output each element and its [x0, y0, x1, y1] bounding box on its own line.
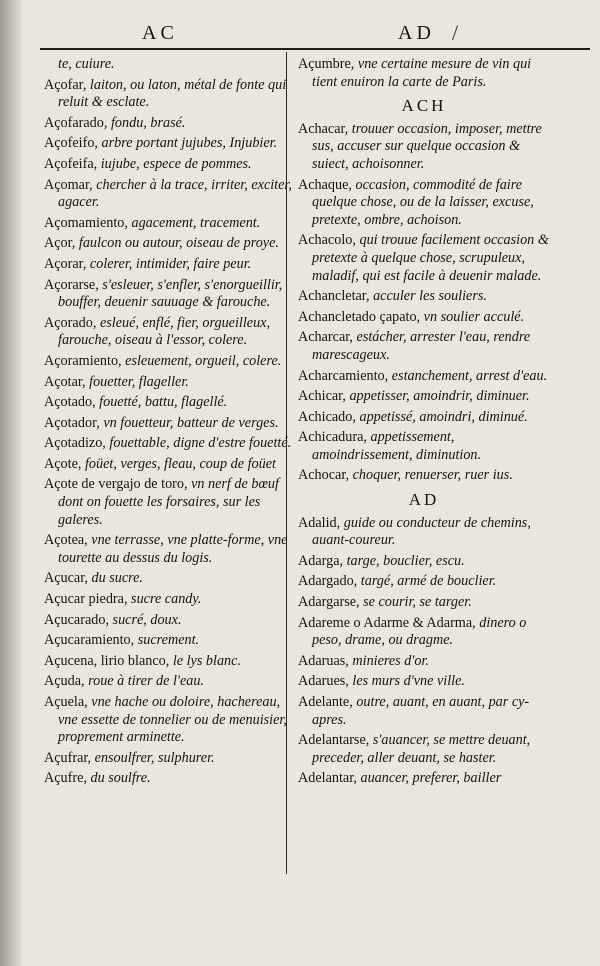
- ach-entries: [298, 121, 550, 485]
- definition: esleué, enflé, fier, orgueilleux, farouche, oiseau à l'essor, colere.: [58, 314, 271, 349]
- headword: Açofeifo,: [44, 135, 98, 152]
- headword: Açumbre,: [298, 56, 355, 72]
- headword: Adelante,: [298, 694, 353, 710]
- headword: Achocar,: [298, 467, 350, 484]
- definition: du sucre.: [91, 570, 143, 587]
- left-column: [44, 56, 294, 791]
- dictionary-entry: [298, 467, 550, 485]
- definition: arbre portant jujubes, Injubier.: [101, 135, 278, 152]
- dictionary-entry: [44, 476, 294, 529]
- dictionary-entry: [298, 573, 550, 591]
- definition: fondu, brasé.: [110, 114, 186, 131]
- left-entries: [44, 77, 294, 788]
- headword: Açote,: [44, 455, 82, 472]
- definition: appetissé, amoindri, diminué.: [359, 408, 528, 425]
- header-rule: [40, 48, 590, 50]
- definition: le lys blanc.: [172, 652, 241, 669]
- headword: Açuda,: [44, 673, 85, 690]
- definition: trouuer occasion, imposer, mettre sus, accuser sur quelque occasion & suiect, achoisonner.: [312, 120, 542, 172]
- ad-entries: [298, 515, 550, 788]
- definition: s'auancer, se mettre deuant, preceder, aller deuant, se haster.: [312, 732, 531, 766]
- dictionary-entry: [298, 329, 550, 364]
- definition: sucrement.: [137, 632, 200, 649]
- headword: Açucena, lirio blanco,: [44, 652, 170, 669]
- definition: dinero o peso, drame, ou dragme.: [312, 614, 527, 649]
- definition: targe, bouclier, escu.: [346, 552, 465, 569]
- headword: Adelantar,: [298, 770, 357, 787]
- headword: Açofarado,: [44, 114, 108, 131]
- dictionary-entry: [44, 115, 294, 133]
- definition: chercher à la trace, irriter, exciter, agacer.: [58, 176, 292, 211]
- headword: Acharcar,: [298, 329, 353, 346]
- definition: fouettable, digne d'estre fouetté.: [109, 435, 292, 452]
- continued-entry: te, cuiure.: [58, 56, 115, 72]
- definition: estanchement, arrest d'eau.: [391, 367, 548, 384]
- dictionary-entry: [44, 177, 294, 212]
- right-column: [298, 56, 550, 791]
- definition: sucre candy.: [131, 591, 202, 608]
- dictionary-entry: [44, 156, 294, 174]
- headword: Açucarado,: [44, 611, 109, 628]
- headword: Achicar,: [298, 388, 346, 405]
- headword: Achacolo,: [298, 232, 356, 249]
- headword: Açotador,: [44, 414, 100, 431]
- definition: vn nerf de bœuf dont on fouette les forsaires, sur les galeres.: [58, 476, 279, 528]
- headword: Açotado,: [44, 394, 96, 411]
- gutter-shadow: [0, 0, 22, 966]
- headword: Açotar,: [44, 373, 86, 390]
- dictionary-entry: [298, 368, 550, 386]
- headword: Açucar,: [44, 570, 88, 587]
- headword: Açoramiento,: [44, 352, 122, 369]
- headword: Achicado,: [298, 408, 356, 425]
- section-heading-ach: ACH: [401, 96, 447, 116]
- dictionary-entry: [298, 615, 550, 650]
- dictionary-entry: [44, 770, 294, 788]
- dictionary-entry: [44, 353, 294, 371]
- dictionary-entry: [44, 394, 294, 412]
- headword: Açuela,: [44, 694, 88, 710]
- dictionary-entry: [44, 532, 294, 567]
- dictionary-entry: [44, 694, 294, 747]
- dictionary-entry: [298, 232, 550, 285]
- headword: Açorarse,: [44, 276, 99, 293]
- dictionary-entry: [44, 570, 294, 588]
- headword: Açomar,: [44, 176, 93, 193]
- definition: targé, armé de bouclier.: [360, 573, 497, 590]
- definition: les murs d'vne ville.: [352, 673, 465, 690]
- definition: vn fouetteur, batteur de verges.: [103, 414, 279, 431]
- dictionary-entry: [298, 594, 550, 612]
- definition: appetisser, amoindrir, diminuer.: [349, 388, 530, 405]
- headword: Adarues,: [298, 673, 349, 690]
- definition: minieres d'or.: [352, 652, 429, 669]
- definition: laiton, ou laton, métal de fonte qui reluit & esclate.: [58, 76, 287, 111]
- definition: esleuement, orgueil, colere.: [125, 352, 282, 369]
- headword: Adaruas,: [298, 652, 349, 669]
- dictionary-entry: [298, 732, 550, 767]
- definition: s'esleuer, s'enfler, s'enorgueillir, bouffer, deuenir sauuage & farouche.: [58, 276, 283, 311]
- headword: Achancletar,: [298, 288, 370, 305]
- dictionary-entry: [44, 277, 294, 312]
- dictionary-entry: [44, 456, 294, 474]
- headword: Açucar piedra,: [44, 591, 128, 608]
- dictionary-entry: [44, 235, 294, 253]
- headword: Adargado,: [298, 573, 358, 590]
- definition: estácher, arrester l'eau, rendre marescageux.: [312, 329, 531, 363]
- definition: vne terrasse, vne platte-forme, vne tourette au dessus du logis.: [58, 532, 288, 566]
- section-heading-ad: AD: [408, 490, 440, 510]
- headword: Açote de vergajo de toro,: [44, 476, 188, 493]
- headword: Açorado,: [44, 314, 97, 331]
- definition: ensoulfrer, sulphurer.: [94, 749, 215, 766]
- headword: Achicadura,: [298, 429, 367, 446]
- definition: choquer, renuerser, ruer ius.: [352, 467, 513, 484]
- headword: Açomamiento,: [44, 214, 128, 231]
- definition: agacement, tracement.: [131, 214, 261, 231]
- headword: Adalid,: [298, 514, 341, 531]
- headword: Açofeifa,: [44, 155, 98, 172]
- definition: du soulfre.: [90, 770, 151, 787]
- headword: Açotea,: [44, 532, 88, 549]
- dictionary-entry: [44, 653, 294, 671]
- header-left-letters: AC: [142, 22, 178, 44]
- dictionary-entry: [298, 694, 550, 729]
- headword: Açufre,: [44, 770, 87, 787]
- definition: iujube, espece de pommes.: [100, 155, 252, 172]
- dictionary-entry: [44, 374, 294, 392]
- definition: vne certaine mesure de vin qui tient enuiron la carte de Paris.: [312, 56, 532, 90]
- dictionary-entry: [44, 315, 294, 350]
- dictionary-entry: [44, 77, 294, 112]
- dictionary-entry: [298, 515, 550, 550]
- dictionary-entry: [298, 553, 550, 571]
- dictionary-entry: [298, 653, 550, 671]
- headword: Açofar,: [44, 76, 87, 93]
- dictionary-entry: [44, 215, 294, 233]
- definition: qui trouue facilement occasion & pretexte à quelque chose, scrupuleux, maladif, qui est facile à deuenir malade.: [312, 232, 549, 284]
- definition: appetissement, amoindrissement, diminution.: [312, 429, 482, 463]
- headword: Açorar,: [44, 255, 87, 272]
- headword: Achaque,: [298, 176, 352, 193]
- definition: fouetté, battu, flagellé.: [99, 394, 228, 411]
- dictionary-entry: [298, 288, 550, 306]
- headword: Adelantarse,: [298, 732, 370, 749]
- headword: Açufrar,: [44, 749, 92, 766]
- headword: Adarga,: [298, 552, 344, 569]
- dictionary-entry: [298, 177, 550, 230]
- headword: Acharcamiento,: [298, 367, 389, 384]
- headword: Achancletado çapato,: [298, 308, 421, 325]
- definition: outre, auant, en auant, par cy-apres.: [312, 694, 530, 728]
- dictionary-entry: [44, 591, 294, 609]
- definition: occasion, commodité de faire quelque chose, ou de la laisser, excuse, pretexte, ombre, achoison.: [312, 176, 534, 228]
- headword: Açucaramiento,: [44, 632, 135, 649]
- dictionary-entry: [298, 309, 550, 327]
- dictionary-entry: [298, 770, 550, 788]
- header-right-letters: AD: [398, 22, 435, 44]
- dictionary-entry: [298, 121, 550, 174]
- headword: Açor,: [44, 235, 76, 252]
- definition: vne hache ou doloire, hachereau, vne essette de tonnelier ou de menuisier, proprement arminette.: [58, 694, 287, 746]
- dictionary-entry: [298, 673, 550, 691]
- headword: Adargarse,: [298, 594, 360, 611]
- dictionary-entry: [298, 429, 550, 464]
- definition: se courir, se targer.: [363, 594, 472, 611]
- dictionary-entry: [44, 256, 294, 274]
- dictionary-entry: [44, 435, 294, 453]
- definition: roue à tirer de l'eau.: [88, 673, 204, 690]
- definition: acculer les souliers.: [373, 288, 487, 305]
- headword: Achacar,: [298, 120, 349, 137]
- dictionary-entry: [44, 632, 294, 650]
- dictionary-entry: [44, 612, 294, 630]
- dictionary-entry: [44, 135, 294, 153]
- dictionary-entry: [44, 750, 294, 768]
- headword: Açotadizo,: [44, 435, 106, 452]
- definition: vn soulier acculé.: [423, 308, 525, 325]
- headword: Adareme o Adarme & Adarma,: [298, 614, 476, 631]
- definition: fouetter, flageller.: [89, 373, 189, 390]
- page-header: [0, 20, 600, 48]
- dictionary-entry: [298, 56, 550, 91]
- definition: faulcon ou autour, oiseau de proye.: [78, 235, 279, 252]
- header-mark: /: [452, 20, 459, 45]
- dictionary-entry: [44, 673, 294, 691]
- dictionary-entry: [44, 415, 294, 433]
- definition: guide ou conducteur de chemins, auant-coureur.: [312, 514, 531, 549]
- definition: colerer, intimider, faire peur.: [89, 255, 252, 272]
- dictionary-entry: [298, 409, 550, 427]
- definition: auancer, preferer, bailler: [360, 770, 502, 787]
- definition: foüet, verges, fleau, coup de foüet: [84, 455, 276, 472]
- dictionary-entry: [298, 388, 550, 406]
- definition: sucré, doux.: [112, 611, 182, 628]
